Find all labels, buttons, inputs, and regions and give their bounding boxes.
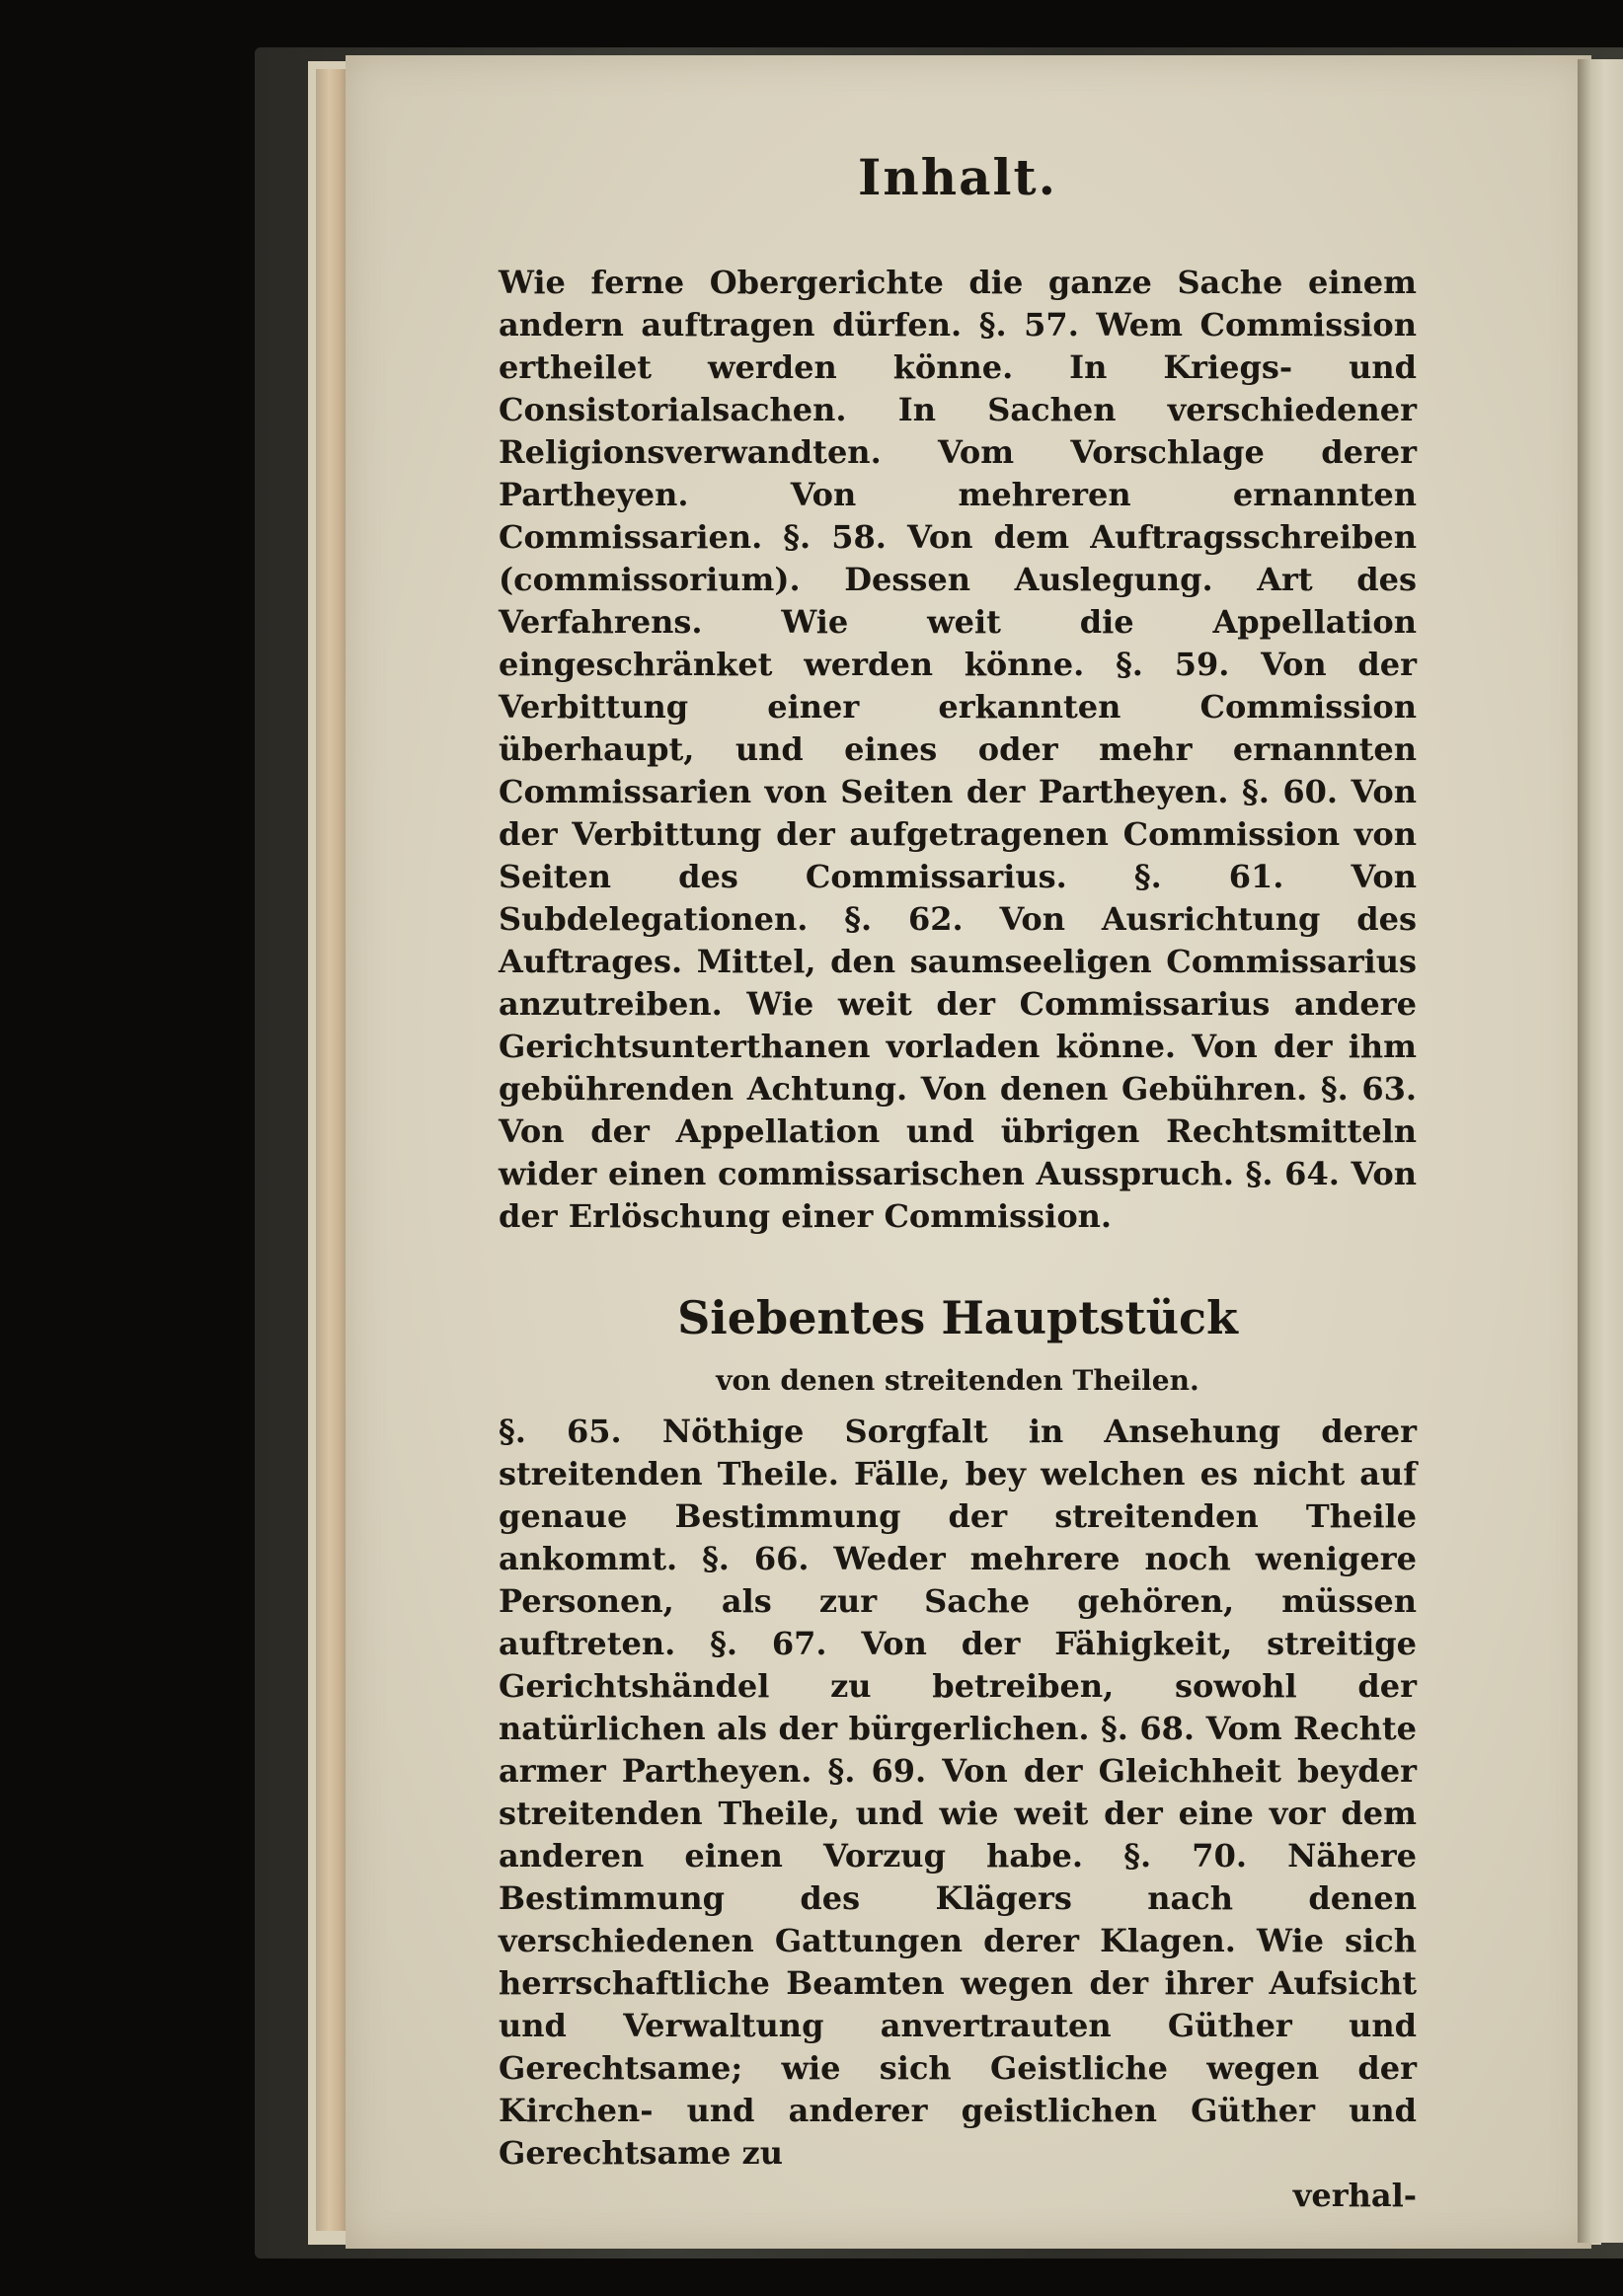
- page-text: [499, 148, 1417, 2217]
- catchword: verhal-: [1292, 2177, 1417, 2214]
- running-head: Inhalt.: [858, 148, 1057, 206]
- chapter-subtitle: von denen streitenden Theilen.: [716, 1364, 1199, 1397]
- page-edges: [316, 69, 349, 2231]
- contents-paragraph-2: §. 65. Nöthige Sorgfalt in Ansehung derer streitenden Theile. Fälle, bey welchen es nicht auf genaue Bestimmung der streitenden Theile ankommt. §. 66. Weder mehrere noch wenigere Personen, als zur Sache gehören, müssen auftreten. §. 67. Von der Fähigkeit, streitige Gerichtshändel zu betreiben, sowohl der natürlichen als der bürgerlichen. §. 68. Vom Rechte armer Partheyen. §. 69. Von der Gleichheit beyder streitenden Theile, und wie weit der eine vor dem anderen einen Vorzug habe. §. 70. Nähere Bestimmung des Klägers nach denen verschiedenen Gattungen derer Klagen. Wie sich herrschaftliche Beamten wegen der ihrer Aufsicht und Verwaltung anvertrauten Güther und Gerechtsame; wie sich Geistliche wegen der Kirchen- und anderer geistlichen Güther und Gerechtsame zu: [499, 1413, 1417, 2172]
- facing-page-gutter: [1578, 59, 1623, 2243]
- contents-paragraph-1: Wie ferne Obergerichte die ganze Sache einem andern auftragen dürfen. §. 57. Wem Commission ertheilet werden könne. In Kriegs- und Consistorialsachen. In Sachen verschiedener Religionsverwandten. Vom Vorschlage derer Partheyen. Von mehreren ernannten Commissarien. §. 58. Von dem Auftragsschreiben (commissorium). Dessen Auslegung. Art des Verfahrens. Wie weit die Appellation eingeschränket werden könne. §. 59. Von der Verbittung einer erkannten Commission überhaupt, und eines oder mehr ernannten Commissarien von Seiten der Partheyen. §. 60. Von der Verbittung der aufgetragenen Commission von Seiten des Commissarius. §. 61. Von Subdelegationen. §. 62. Von Ausrichtung des Auftrages. Mittel, den saumseeligen Commissarius anzutreiben. Wie weit der Commissarius andere Gerichtsunterthanen vorladen könne. Von der ihm gebührenden Achtung. Von denen Gebühren. §. 63. Von der Appellation und übrigen Rechtsmitteln wider einen commissarischen Ausspruch. §. 64. Von der Erlöschung einer Commission.: [499, 264, 1417, 1235]
- chapter-title: Siebentes Hauptstück: [677, 1291, 1238, 1344]
